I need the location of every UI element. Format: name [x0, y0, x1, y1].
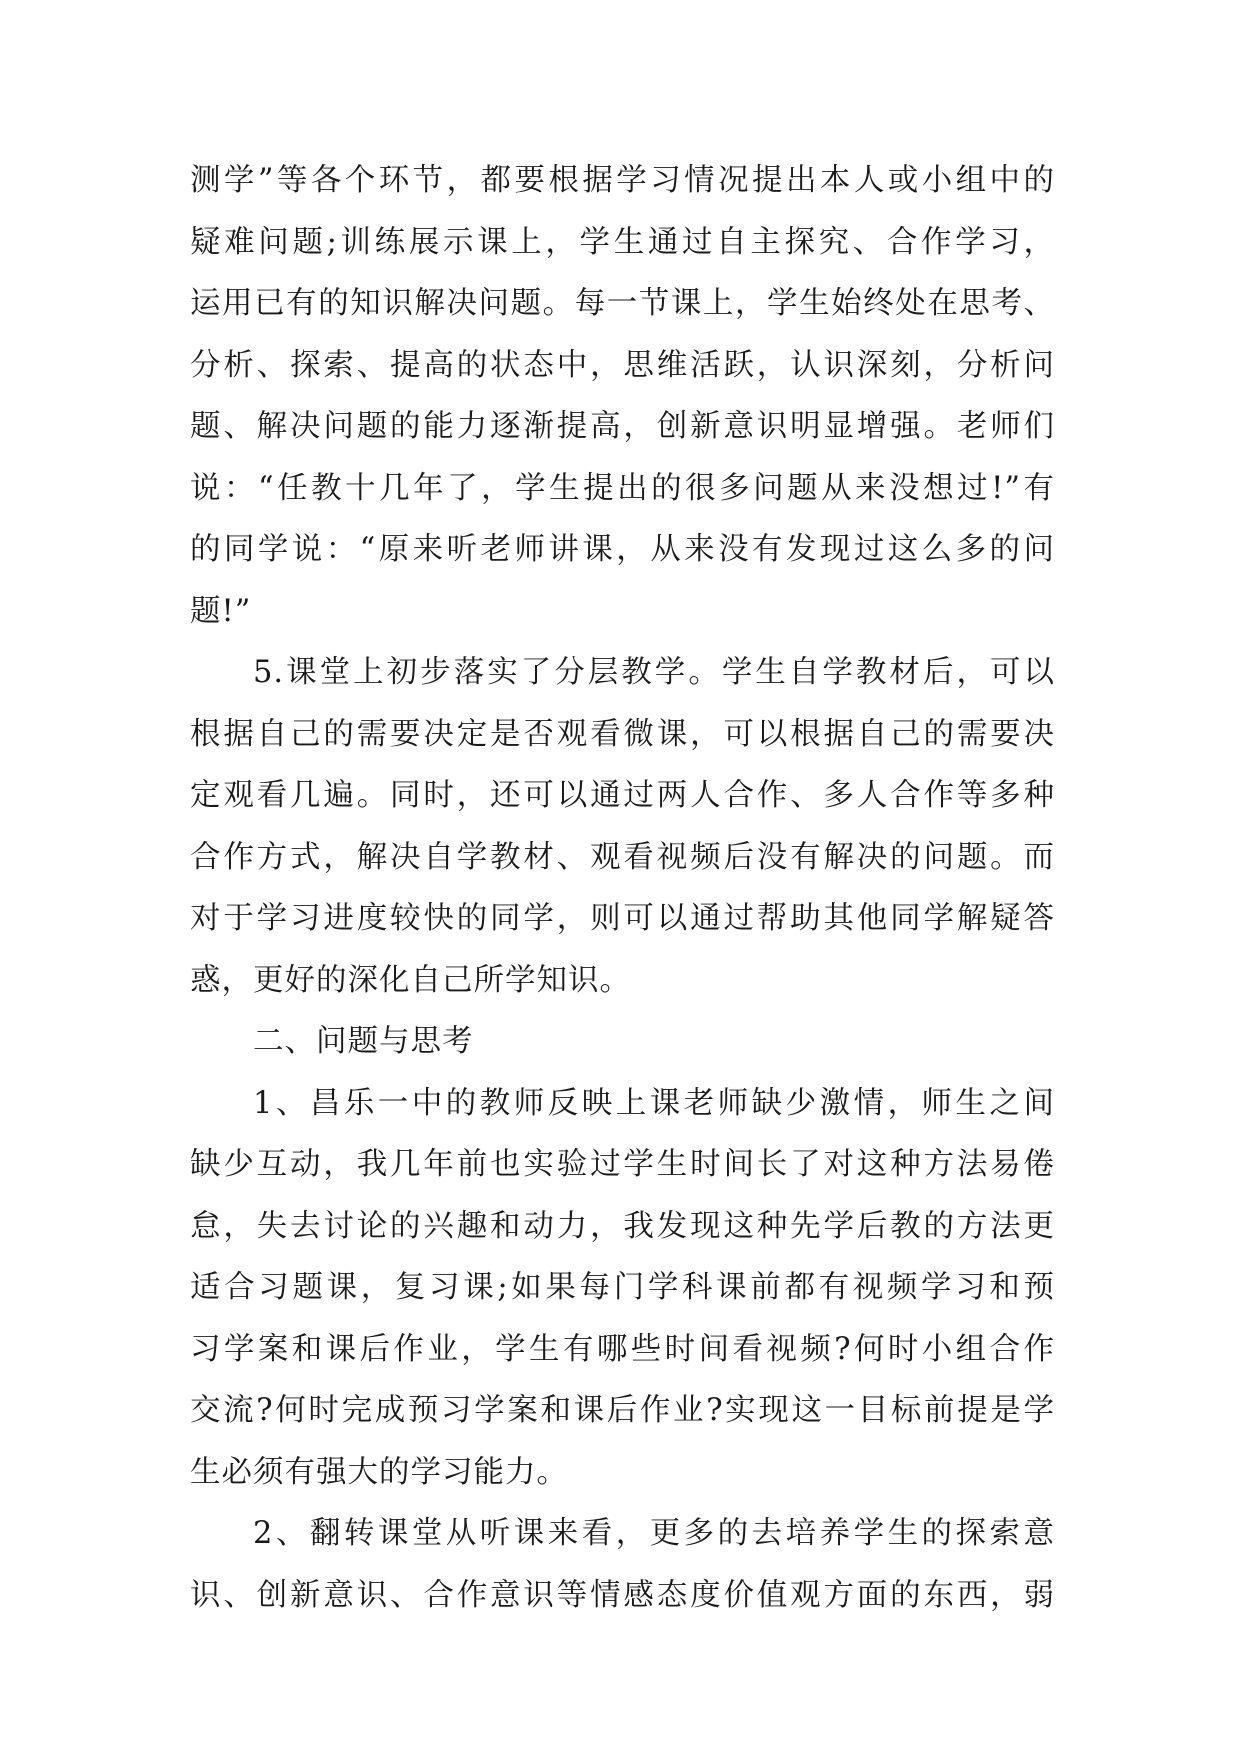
text-line: 缺少互动，我几年前也实验过学生时间长了对这种方法易倦 — [190, 1147, 1055, 1182]
text-line: 交流?何时完成预习学案和课后作业?实现这一目标前提是学 — [190, 1393, 1055, 1428]
section-heading: 二、问题与思考 — [253, 1024, 474, 1059]
paragraph-3 — [190, 1073, 1055, 1504]
text-line: 习学案和课后作业，学生有哪些时间看视频?何时小组合作 — [190, 1331, 1055, 1367]
text-line: 定观看几遍。同时，还可以通过两人合作、多人合作等多种 — [190, 778, 1055, 813]
text-line: 题!” — [190, 593, 252, 629]
paragraph-1 — [190, 150, 1055, 642]
document-body — [190, 150, 1055, 1626]
text-line: 生必须有强大的学习能力。 — [190, 1454, 568, 1490]
text-line: 2、翻转课堂从听课来看，更多的去培养学生的探索意 — [253, 1516, 1055, 1551]
text-line: 对于学习进度较快的同学，则可以通过帮助其他同学解疑答 — [190, 901, 1055, 936]
paragraph-2 — [190, 642, 1055, 1011]
text-line: 适合习题课，复习课;如果每门学科课前都有视频学习和预 — [190, 1270, 1055, 1305]
text-line: 惑，更好的深化自己所学知识。 — [190, 962, 631, 998]
text-line: 运用已有的知识解决问题。每一节课上，学生始终处在思考、 — [190, 286, 1055, 321]
text-line: 合作方式，解决自学教材、观看视频后没有解决的问题。而 — [190, 839, 1055, 875]
text-line: 测学”等各个环节，都要根据学习情况提出本人或小组中的 — [190, 163, 1055, 198]
text-line: 的同学说：“原来听老师讲课，从来没有发现过这么多的问 — [190, 532, 1055, 567]
text-line: 疑难问题;训练展示课上，学生通过自主探究、合作学习， — [190, 224, 1055, 260]
text-line: 5.课堂上初步落实了分层教学。学生自学教材后，可以 — [253, 655, 1055, 690]
text-line: 1、昌乐一中的教师反映上课老师缺少激情，师生之间 — [253, 1085, 1055, 1121]
text-line: 怠，失去讨论的兴趣和动力，我发现这种先学后教的方法更 — [190, 1208, 1055, 1244]
text-line: 根据自己的需要决定是否观看微课，可以根据自己的需要决 — [190, 716, 1055, 752]
text-line: 分析、探索、提高的状态中，思维活跃，认识深刻，分析问 — [190, 347, 1055, 383]
text-line: 题、解决问题的能力逐渐提高，创新意识明显增强。老师们 — [190, 409, 1055, 444]
paragraph-4 — [190, 1503, 1055, 1626]
text-line: 说：“任教十几年了，学生提出的很多问题从来没想过!”有 — [190, 470, 1055, 506]
text-line: 识、创新意识、合作意识等情感态度价值观方面的东西，弱 — [190, 1577, 1055, 1613]
